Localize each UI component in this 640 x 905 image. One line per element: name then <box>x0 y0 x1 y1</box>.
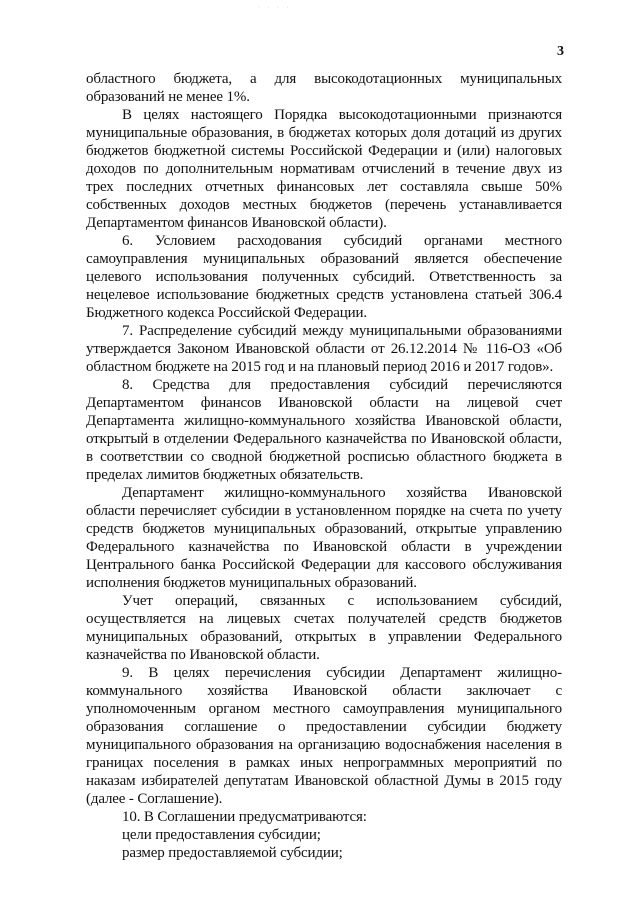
paragraph-7-distribution: 7. Распределение субсидий между муниципальными образованиями утверждается Законом Ивановской области от 26.12.2014 № 116-ОЗ «Об областном бюджете на 2015 год и на плановый период 2016 и 2017 годов». <box>86 323 562 375</box>
paragraph-accounting: Учет операций, связанных с использованием субсидий, осуществляется на лицевых счетах получателей средств бюджетов муниципальных образований, открытых в управлении Федерального казначейства по Ивановской области. <box>86 593 562 663</box>
list-item-subsidy-amount: размер предоставляемой субсидии; <box>122 845 343 861</box>
document-body <box>86 70 562 862</box>
paragraph-8-transfer: 8. Средства для предоставления субсидий перечисляются Департаментом финансов Ивановской области на лицевой счет Департамента жилищно-коммунального хозяйства Ивановской области, открытый в отделении Федерального казначейства по Ивановской области, в соответствии со сводной бюджетной росписью областного бюджета в пределах лимитов бюджетных обязательств. <box>86 377 562 483</box>
page-number: 3 <box>557 44 564 59</box>
paragraph-10-agreement-terms: 10. В Соглашении предусматриваются: <box>122 809 367 825</box>
paragraph-6-conditions: 6. Условием расходования субсидий органами местного самоуправления муниципальных образований является обеспечение целевого использования полученных субсидий. Ответственность за нецелевое использование бюджетных средств установлена статьей 306.4 Бюджетного кодекса Российской Федерации. <box>86 233 562 321</box>
paragraph-9-agreement: 9. В целях перечисления субсидии Департамент жилищно-коммунального хозяйства Ивановской области заключает с уполномоченным органом местного самоуправления муниципального образования соглашение о предоставлении субсидии бюджету муниципального образования на организацию водоснабжения населения в границах поселения в рамках иных непрограммных мероприятий по наказам избирателей депутатам Ивановской областной Думы в 2015 году (далее - Соглашение). <box>86 665 562 807</box>
list-item-subsidy-goals: цели предоставления субсидии; <box>122 827 321 843</box>
paragraph-high-subsidy-definition: В целях настоящего Порядка высокодотационными признаются муниципальные образования, в бюджетах которых доля дотаций из других бюджетов бюджетной системы Российской Федерации и (или) налоговых доходов по дополнительным нормативам отчислений в течение двух из трех последних отчетных финансовых лет составляла свыше 50% собственных доходов местных бюджетов (перечень устанавливается Департаментом финансов Ивановской области). <box>86 107 562 231</box>
paragraph-department-transfer: Департамент жилищно-коммунального хозяйства Ивановской области перечисляет субсидии в установленном порядке на счета по учету средств бюджетов муниципальных образований, открытые управлению Федерального казначейства по Ивановской области в учреждении Центрального банка Российской Федерации для кассового обслуживания исполнения бюджетов муниципальных образований. <box>86 485 562 591</box>
scan-header-marks: · · · · <box>258 5 292 11</box>
paragraph-continuation: областного бюджета, а для высокодотационных муниципальных образований не менее 1%. <box>86 71 562 105</box>
